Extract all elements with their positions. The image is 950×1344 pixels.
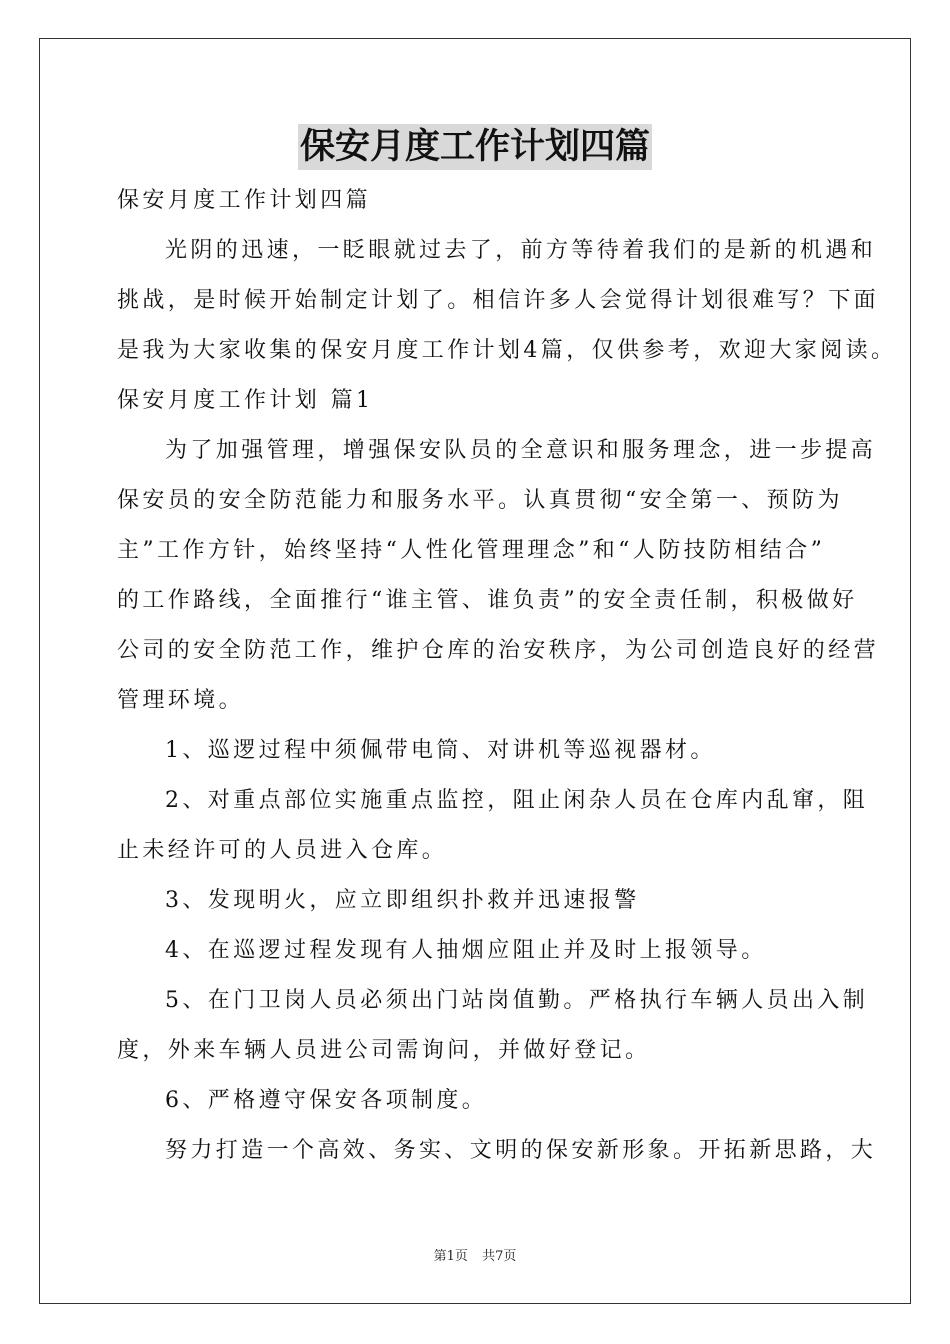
text-line: 公司的安全防范工作，维护仓库的治安秩序，为公司创造良好的经营: [117, 638, 880, 663]
text-line: 努力打造一个高效、务实、文明的保安新形象。开拓新思路，大: [165, 1138, 877, 1163]
text-line: 主”工作方针，始终坚持“人性化管理理念”和“人防技防相结合”: [117, 538, 826, 563]
text-line: 光阴的迅速，一眨眼就过去了，前方等待着我们的是新的机遇和: [165, 238, 877, 263]
text-line: 5、在门卫岗人员必须出门站岗值勤。严格执行车辆人员出入制: [165, 988, 869, 1013]
text-line: 保安月度工作计划 篇1: [117, 388, 374, 413]
page-number-total: 共7页: [482, 1249, 517, 1264]
text-line: 4、在巡逻过程发现有人抽烟应阻止并及时上报领导。: [165, 938, 767, 963]
text-line: 止未经许可的人员进入仓库。: [117, 838, 448, 863]
text-line: 挑战，是时候开始制定计划了。相信许多人会觉得计划很难写？下面: [117, 288, 880, 313]
text-line: 1、巡逻过程中须佩带电筒、对讲机等巡视器材。: [165, 738, 716, 763]
text-line: 的工作路线，全面推行“谁主管、谁负责”的安全责任制，积极做好: [117, 588, 858, 613]
document-body: [117, 176, 897, 1176]
text-line: 2、对重点部位实施重点监控，阻止闲杂人员在仓库内乱窜，阻: [165, 788, 869, 813]
text-line: 6、严格遵守保安各项制度。: [165, 1088, 488, 1113]
text-line: 管理环境。: [117, 688, 245, 713]
text-line: 3、发现明火，应立即组织扑救并迅速报警: [165, 888, 640, 913]
title-container: [0, 124, 950, 170]
text-line: 是我为大家收集的保安月度工作计划4篇，仅供参考，欢迎大家阅读。: [117, 338, 897, 363]
document-title: 保安月度工作计划四篇: [298, 124, 652, 170]
text-line: 保安员的安全防范能力和服务水平。认真贯彻“安全第一、预防为: [117, 488, 843, 513]
page-number-current: 第1页: [433, 1249, 468, 1264]
text-line: 保安月度工作计划四篇: [117, 188, 372, 213]
page-footer: [0, 1245, 950, 1264]
text-line: 为了加强管理，增强保安队员的全意识和服务理念，进一步提高: [165, 438, 877, 463]
text-line: 度，外来车辆人员进公司需询问，并做好登记。: [117, 1038, 651, 1063]
